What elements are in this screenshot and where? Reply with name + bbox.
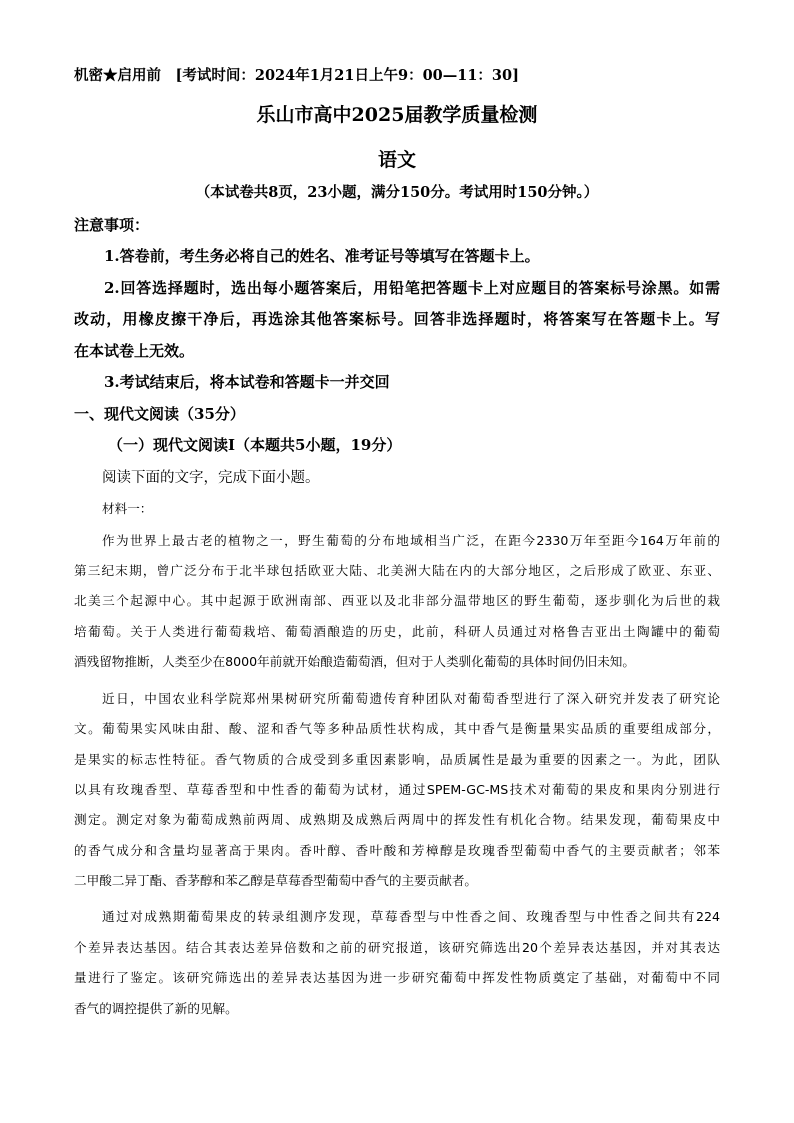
paragraph-2-line: 文。葡萄果实风味由甜、酸、涩和香气等多种品质性状构成，其中香气是衡量果实品质的重要组成部分，: [74, 721, 720, 736]
paragraph-3-line: 量进行了鉴定。该研究筛选出的差异表达基因为进一步研究葡萄中挥发性物质奠定了基础，对葡萄中不同: [74, 970, 720, 985]
paragraph-1-line: 第三纪末期，曾广泛分布于北半球包括欧亚大陆、北美洲大陆在内的大部分地区，之后形成了欧亚、东亚、: [74, 563, 720, 578]
paragraph-2-line: 是果实的标志性特征。香气物质的合成受到多重因素影响，品质属性是最为重要的因素之一。为此，团队: [74, 752, 720, 767]
subject-title: 语文: [377, 149, 416, 171]
paragraph-2-line: 以具有玫瑰香型、草莓香型和中性香的葡萄为试材，通过SPEM-GC-MS技术对葡萄的果皮和果肉分别进行: [74, 782, 720, 797]
notice-item-1: 1.答卷前，考生务必将自己的姓名、准考证号等填写在答题卡上。: [104, 247, 540, 265]
paragraph-1-line: 培葡萄。关于人类进行葡萄栽培、葡萄酒酿造的历史，此前，科研人员通过对格鲁吉亚出土陶罐中的葡萄: [74, 624, 720, 639]
paragraph-1-line: 作为世界上最古老的植物之一，野生葡萄的分布地域相当广泛，在距今2330万年至距今164万年前的: [102, 533, 720, 548]
paragraph-2-line: 二甲酸二异丁酯、香茅醇和苯乙醇是草莓香型葡萄中香气的主要贡献者。: [74, 873, 477, 888]
paragraph-3-line: 个差异表达基因。结合其表达差异倍数和之前的研究报道，该研究筛选出20个差异表达基因，并对其表达: [74, 940, 720, 955]
notice-item-2-line-1: 2.回答选择题时，选出每小题答案后，用铅笔把答题卡上对应题目的答案标号涂黑。如需: [104, 279, 720, 297]
notice-heading: 注意事项：: [74, 216, 150, 234]
exam-note: （本试卷共8页，23小题，满分150分。考试用时150分钟。）: [195, 184, 599, 201]
paragraph-2-line: 近日，中国农业科学院郑州果树研究所葡萄遗传育种团队对葡萄香型进行了深入研究并发表了研究论: [102, 691, 720, 706]
notice-item-2-line-3: 在本试卷上无效。: [74, 342, 195, 360]
paragraph-2-line: 的香气成分和含量均显著高于果肉。香叶醇、香叶酸和芳樟醇是玫瑰香型葡萄中香气的主要贡献者；邻苯: [74, 843, 720, 858]
exam-title: 乐山市高中2025届教学质量检测: [256, 104, 538, 126]
notice-item-2-line-2: 改动，用橡皮擦干净后，再选涂其他答案标号。回答非选择题时，将答案写在答题卡上。写: [74, 310, 720, 328]
paragraph-1-line: 酒残留物推断，人类至少在8000年前就开始酿造葡萄酒，但对于人类驯化葡萄的具体时间仍旧未知。: [74, 654, 635, 669]
exam-header: 机密★启用前 [考试时间：2024年1月21日上午9：00—11：30]: [74, 67, 519, 84]
paragraph-3-line: 香气的调控提供了新的见解。: [74, 1001, 238, 1016]
section-heading: 一、现代文阅读（35分）: [74, 405, 245, 423]
paragraph-1-line: 北美三个起源中心。其中起源于欧洲南部、西亚以及北非部分温带地区的野生葡萄，逐步驯化为后世的栽: [74, 593, 720, 608]
reading-instruction: 阅读下面的文字，完成下面小题。: [102, 470, 320, 486]
paragraph-3-line: 通过对成熟期葡萄果皮的转录组测序发现，草莓香型与中性香之间、玫瑰香型与中性香之间共有224: [102, 909, 720, 924]
material-label: 材料一：: [102, 501, 153, 516]
notice-item-3: 3.考试结束后，将本试卷和答题卡一并交回: [104, 373, 390, 391]
subsection-heading: （一）现代文阅读Ⅰ（本题共5小题，19分）: [108, 436, 402, 454]
paragraph-2-line: 测定。测定对象为葡萄成熟前两周、成熟期及成熟后两周中的挥发性有机化合物。结果发现，葡萄果皮中: [74, 812, 720, 827]
